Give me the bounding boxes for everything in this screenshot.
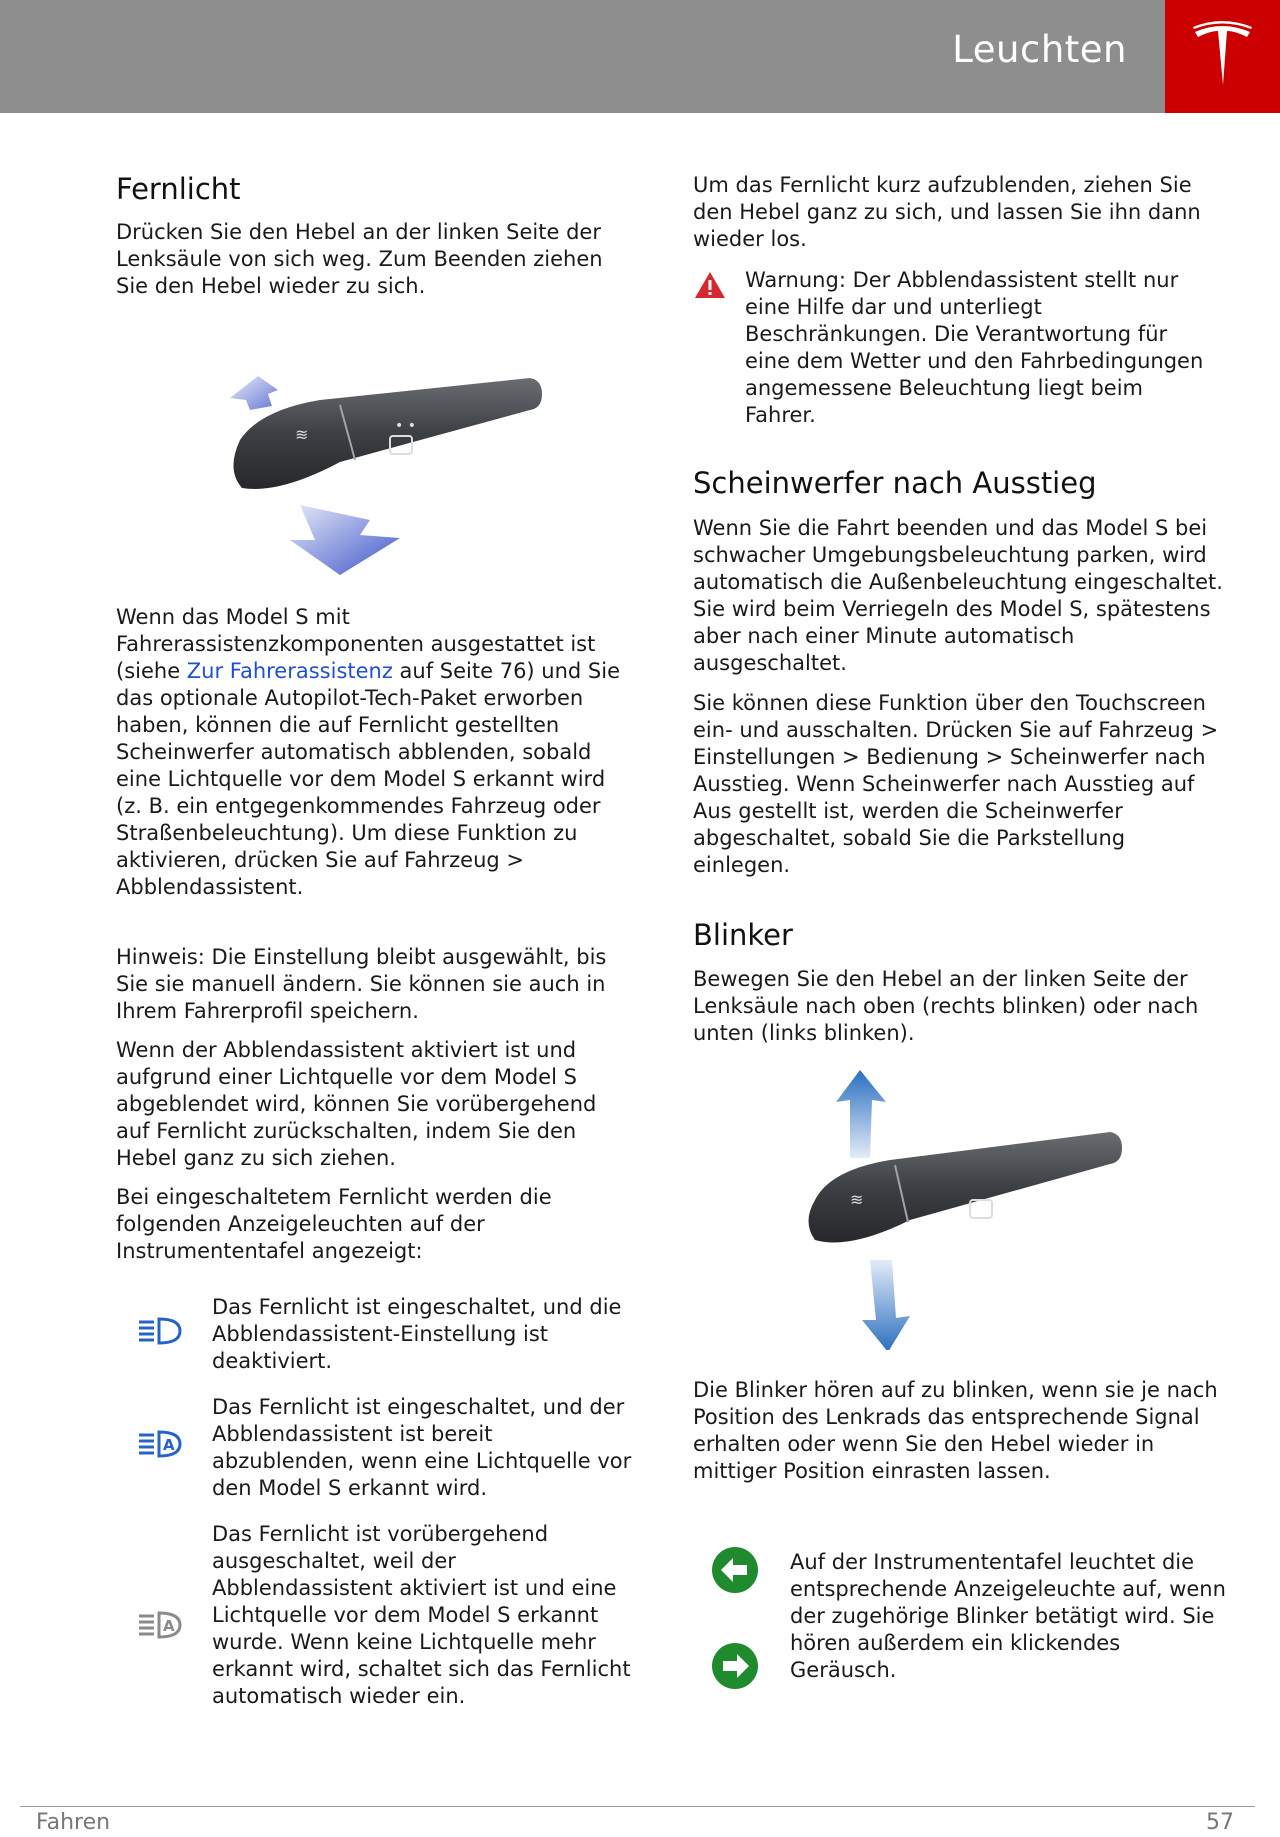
svg-text:≋: ≋	[850, 1190, 864, 1209]
svg-text:≋: ≋	[295, 425, 309, 444]
arrow-up-icon	[836, 1070, 886, 1158]
arrow-down-icon	[862, 1260, 910, 1350]
indicator-text-2: Das Fernlicht ist eingeschaltet, und der Abblendassistent ist bereit abzublenden, wenn eine Lichtquelle vor den Model S erkannt wird.	[212, 1395, 632, 1500]
fernlicht-intro: Drücken Sie den Hebel an der linken Seite der Lenksäule von sich weg. Zum Beenden ziehen Sie den Hebel wieder zu sich.	[116, 220, 603, 298]
indicator-light-paragraph: Auf der Instrumententafel leuchtet die entsprechende Anzeigeleuchte auf, wenn der zugehörige Blinker betätigt wird. Sie hören außerdem ein klickendes Geräusch.	[790, 1550, 1226, 1682]
autopilot-paragraph: Wenn das Model S mit Fahrerassistenzkomponenten ausgestattet ist (siehe Zur Fahrerassistenz auf Seite 76) und Sie das optionale Autopilot-Tech-Paket erworben haben, können die auf Fernlicht gestellten Scheinwerfer automatisch abblenden, sobald eine Lichtquelle vor dem Model S erkannt wird (z. B. ein entgegenkommendes Fahrzeug oder Straßenbeleuchtung). Um diese Funktion zu aktivieren, drücken Sie auf Fahrzeug > Abblendassistent.	[116, 605, 621, 899]
note-paragraph: Hinweis: Die Einstellung bleibt ausgewählt, bis Sie sie manuell ändern. Sie können sie auch in Ihrem Fahrerprofil speichern.	[116, 945, 607, 1023]
arrow-down-icon	[290, 505, 400, 575]
auto-high-beam-icon	[137, 1429, 183, 1463]
stalk-illustration-high-beam	[220, 370, 560, 575]
headlights-setting-paragraph: Sie können diese Funktion über den Touchscreen ein- und ausschalten. Drücken Sie auf Fahrzeug > Einstellungen > Bedienung > Scheinwerfer nach Ausstieg. Wenn Scheinwerfer nach Ausstieg auf Aus gestellt ist, werden die Scheinwerfer abgeschaltet, sobald Sie die Parkstellung einlegen.	[693, 691, 1219, 877]
indicator-text-3: Das Fernlicht ist vorübergehend ausgeschaltet, weil der Abblendassistent aktiviert ist und eine Lichtquelle vor dem Model S erkannt wurde. Wenn keine Lichtquelle mehr erkannt wird, schaltet sich das Fernlicht automatisch wieder ein.	[212, 1522, 631, 1708]
indicator-text-1: Das Fernlicht ist eingeschaltet, und die Abblendassistent-Einstellung ist deaktiviert.	[212, 1295, 622, 1373]
stalk-illustration-turn-signal	[800, 1070, 1130, 1350]
section-heading-blinker: Blinker	[693, 918, 793, 952]
high-beam-icon	[137, 1316, 183, 1350]
flash-paragraph: Um das Fernlicht kurz aufzublenden, ziehen Sie den Hebel ganz zu sich, und lassen Sie ihn dann wieder los.	[693, 173, 1201, 251]
section-heading-scheinwerfer: Scheinwerfer nach Ausstieg	[693, 466, 1097, 500]
auto-high-beam-off-icon	[137, 1610, 183, 1644]
turn-right-indicator-icon	[711, 1642, 759, 1694]
warning-icon	[693, 270, 727, 304]
footer-divider	[20, 1806, 1255, 1807]
section-heading-fernlicht: Fernlicht	[116, 172, 241, 206]
svg-text:A: A	[163, 1436, 175, 1454]
warning-text: Warnung: Der Abblendassistent stellt nur eine Hilfe dar und unterliegt Beschränkungen. Die Verantwortung für eine dem Wetter und den Fahrbedingungen angemessene Beleuchtung liegt beim Fahrer.	[745, 268, 1204, 427]
page-title: Leuchten	[952, 28, 1127, 71]
blinker-stop-paragraph: Die Blinker hören auf zu blinken, wenn sie je nach Position des Lenkrads das entsprechende Signal erhalten oder wenn Sie den Hebel wieder in mittiger Position einrasten lassen.	[693, 1378, 1218, 1483]
page-header	[0, 0, 1280, 113]
tesla-logo	[1165, 0, 1280, 113]
temporary-high-beam-paragraph: Wenn der Abblendassistent aktiviert ist und aufgrund einer Lichtquelle vor dem Model S abgeblendet wird, können Sie vorübergehend auf Fernlicht zurückschalten, indem Sie den Hebel ganz zu sich ziehen.	[116, 1038, 597, 1170]
page-number: 57	[1206, 1810, 1234, 1835]
link-zur-fahrerassistenz[interactable]: Zur Fahrerassistenz	[186, 659, 393, 683]
svg-text:• •: • •	[395, 418, 416, 434]
footer-section: Fahren	[36, 1810, 111, 1835]
turn-left-indicator-icon	[711, 1546, 759, 1598]
blinker-paragraph: Bewegen Sie den Hebel an der linken Seite der Lenksäule nach oben (rechts blinken) oder nach unten (links blinken).	[693, 967, 1199, 1045]
indicator-intro-paragraph: Bei eingeschaltetem Fernlicht werden die folgenden Anzeigeleuchten auf der Instrumententafel angezeigt:	[116, 1185, 552, 1263]
headlights-after-exit-paragraph: Wenn Sie die Fahrt beenden und das Model S bei schwacher Umgebungsbeleuchtung parken, wird automatisch die Außenbeleuchtung eingeschaltet. Sie wird beim Verriegeln des Model S, spätestens aber nach einer Minute automatisch ausgeschaltet.	[693, 516, 1223, 675]
arrow-up-icon	[230, 376, 278, 410]
svg-text:A: A	[163, 1617, 175, 1635]
